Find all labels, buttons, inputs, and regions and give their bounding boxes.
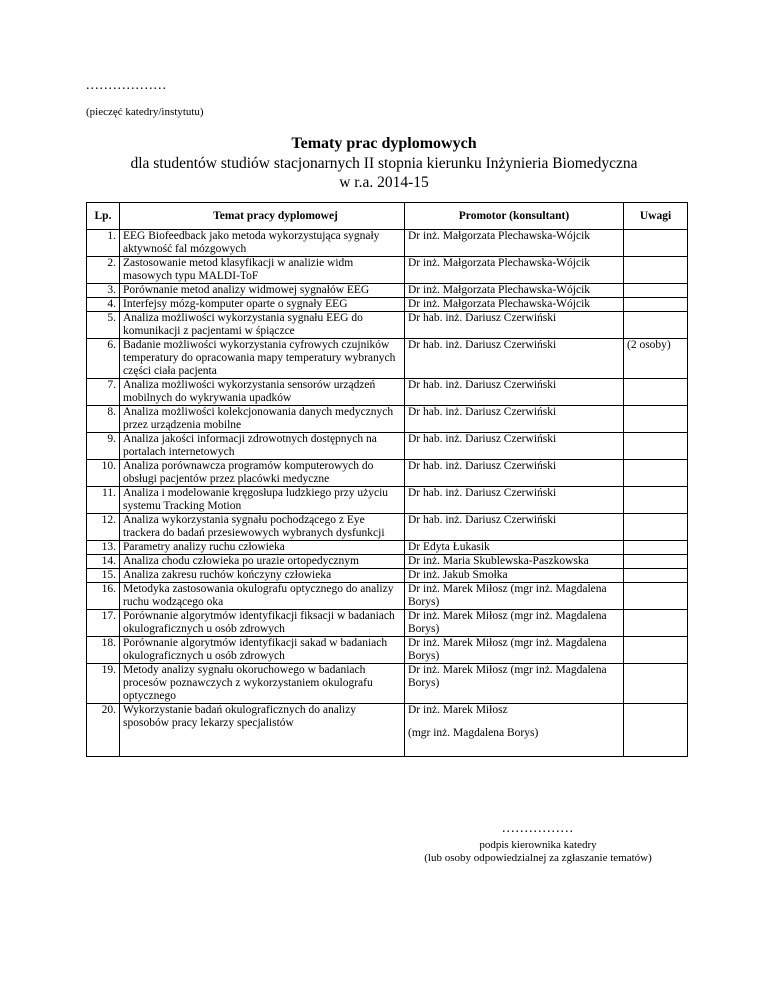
row-number: 17. [87,610,120,637]
row-number: 16. [87,583,120,610]
row-notes [624,433,688,460]
row-topic: Analiza porównawcza programów komputerowych do obsługi pacjentów przez placówki medyczne [120,460,405,487]
row-number: 5. [87,312,120,339]
table-row [87,460,688,487]
row-promotor: Dr hab. inż. Dariusz Czerwiński [405,514,624,541]
row-promotor: Dr hab. inż. Dariusz Czerwiński [405,460,624,487]
row-notes: (2 osoby) [624,339,688,379]
row-notes [624,257,688,284]
row-notes [624,487,688,514]
row-promotor: Dr inż. Jakub Smołka [405,569,624,583]
row-number: 3. [87,284,120,298]
table-row [87,284,688,298]
header-notes: Uwagi [624,203,688,230]
row-number: 1. [87,230,120,257]
table-row [87,704,688,757]
row-number: 7. [87,379,120,406]
row-promotor: Dr inż. Małgorzata Plechawska-Wójcik [405,230,624,257]
row-topic: Analiza jakości informacji zdrowotnych dostępnych na portalach internetowych [120,433,405,460]
row-notes [624,704,688,757]
row-notes [624,541,688,555]
row-notes [624,230,688,257]
row-number: 14. [87,555,120,569]
row-number: 11. [87,487,120,514]
table-row [87,610,688,637]
row-number: 12. [87,514,120,541]
table-row [87,379,688,406]
row-number: 20. [87,704,120,757]
table-row [87,555,688,569]
row-topic: Zastosowanie metod klasyfikacji w analizie widm masowych typu MALDI-ToF [120,257,405,284]
row-promotor: Dr Edyta Łukasik [405,541,624,555]
row-notes [624,664,688,704]
row-promotor: Dr hab. inż. Dariusz Czerwiński [405,312,624,339]
row-number: 13. [87,541,120,555]
table-row [87,298,688,312]
table-row [87,514,688,541]
row-promotor: Dr hab. inż. Dariusz Czerwiński [405,433,624,460]
row-topic: Metodyka zastosowania okulografu optycznego do analizy ruchu wodzącego oka [120,583,405,610]
row-number: 9. [87,433,120,460]
title-line-2: dla studentów studiów stacjonarnych II stopnia kierunku Inżynieria Biomedyczna [130,155,638,172]
title-line-1: Tematy prac dyplomowych [291,135,477,152]
row-promotor [405,704,624,757]
row-promotor: Dr inż. Maria Skublewska-Paszkowska [405,555,624,569]
row-topic: Analiza i modelowanie kręgosłupa ludzkiego przy użyciu systemu Tracking Motion [120,487,405,514]
table-row [87,583,688,610]
row-topic: Porównanie algorytmów identyfikacji fiksacji w badaniach okulograficznych u osób zdrowych [120,610,405,637]
header-topic: Temat pracy dyplomowej [120,203,405,230]
row-promotor-name: Dr inż. Marek Miłosz [408,704,508,716]
row-promotor: Dr inż. Małgorzata Plechawska-Wójcik [405,257,624,284]
row-topic: Wykorzystanie badań okulograficznych do analizy sposobów pracy lekarzy specjalistów [120,704,405,757]
row-number: 19. [87,664,120,704]
row-topic: Porównanie algorytmów identyfikacji sakad w badaniach okulograficznych u osób zdrowych [120,637,405,664]
signature-label: podpis kierownika katedry [479,839,597,851]
row-number: 2. [87,257,120,284]
row-notes [624,460,688,487]
row-notes [624,610,688,637]
table-header-row [87,203,688,230]
signature-note: (lub osoby odpowiedzialnej za zgłaszanie tematów) [424,852,652,864]
row-promotor-consultant: (mgr inż. Magdalena Borys) [408,727,539,739]
row-topic: Porównanie metod analizy widmowej sygnałów EEG [120,284,405,298]
row-promotor: Dr inż. Małgorzata Plechawska-Wójcik [405,298,624,312]
table-row [87,230,688,257]
table-row [87,637,688,664]
header-lp: Lp. [87,203,120,230]
row-notes [624,514,688,541]
table-row [87,339,688,379]
table-row [87,312,688,339]
row-promotor: Dr inż. Małgorzata Plechawska-Wójcik [405,284,624,298]
row-topic: Analiza zakresu ruchów kończyny człowieka [120,569,405,583]
document-title [0,134,768,192]
row-notes [624,583,688,610]
row-number: 4. [87,298,120,312]
row-promotor: Dr hab. inż. Dariusz Czerwiński [405,406,624,433]
row-notes [624,569,688,583]
table-row [87,406,688,433]
row-notes [624,284,688,298]
row-number: 8. [87,406,120,433]
table-row [87,541,688,555]
header-promotor: Promotor (konsultant) [405,203,624,230]
row-number: 10. [87,460,120,487]
row-promotor: Dr hab. inż. Dariusz Czerwiński [405,487,624,514]
topics-table [86,202,688,757]
row-promotor: Dr inż. Marek Miłosz (mgr inż. Magdalena Borys) [405,637,624,664]
row-topic: Analiza możliwości wykorzystania sygnału EEG do komunikacji z pacjentami w śpiączce [120,312,405,339]
row-promotor: Dr inż. Marek Miłosz (mgr inż. Magdalena Borys) [405,664,624,704]
row-topic: Interfejsy mózg-komputer oparte o sygnały EEG [120,298,405,312]
row-promotor: Dr hab. inż. Dariusz Czerwiński [405,379,624,406]
row-notes [624,312,688,339]
row-notes [624,555,688,569]
row-topic: Analiza możliwości wykorzystania sensorów urządzeń mobilnych do wykrywania upadków [120,379,405,406]
row-notes [624,379,688,406]
row-number: 6. [87,339,120,379]
row-promotor: Dr hab. inż. Dariusz Czerwiński [405,339,624,379]
table-row [87,433,688,460]
stamp-placeholder: .................. [86,78,167,93]
row-topic: Analiza możliwości kolekcjonowania danych medycznych przez urządzenia mobilne [120,406,405,433]
row-notes [624,637,688,664]
table-row [87,487,688,514]
row-topic: EEG Biofeedback jako metoda wykorzystująca sygnały aktywność fal mózgowych [120,230,405,257]
table-row [87,664,688,704]
row-notes [624,298,688,312]
table-row [87,569,688,583]
signature-placeholder: ................ [502,821,574,836]
row-topic: Parametry analizy ruchu człowieka [120,541,405,555]
row-number: 15. [87,569,120,583]
stamp-label: (pieczęć katedry/instytutu) [86,106,204,118]
title-line-3: w r.a. 2014-15 [339,174,429,191]
row-number: 18. [87,637,120,664]
signature-block [400,822,676,865]
row-topic: Badanie możliwości wykorzystania cyfrowych czujników temperatury do opracowania mapy temperatury wybranych części ciała pacjenta [120,339,405,379]
row-notes [624,406,688,433]
row-promotor: Dr inż. Marek Miłosz (mgr inż. Magdalena Borys) [405,610,624,637]
row-topic: Analiza chodu człowieka po urazie ortopedycznym [120,555,405,569]
row-promotor: Dr inż. Marek Miłosz (mgr inż. Magdalena Borys) [405,583,624,610]
row-topic: Metody analizy sygnału okoruchowego w badaniach procesów poznawczych z wykorzystaniem okulografu optycznego [120,664,405,704]
row-topic: Analiza wykorzystania sygnału pochodzącego z Eye trackera do badań przesiewowych wybranych dysfunkcji [120,514,405,541]
table-row [87,257,688,284]
